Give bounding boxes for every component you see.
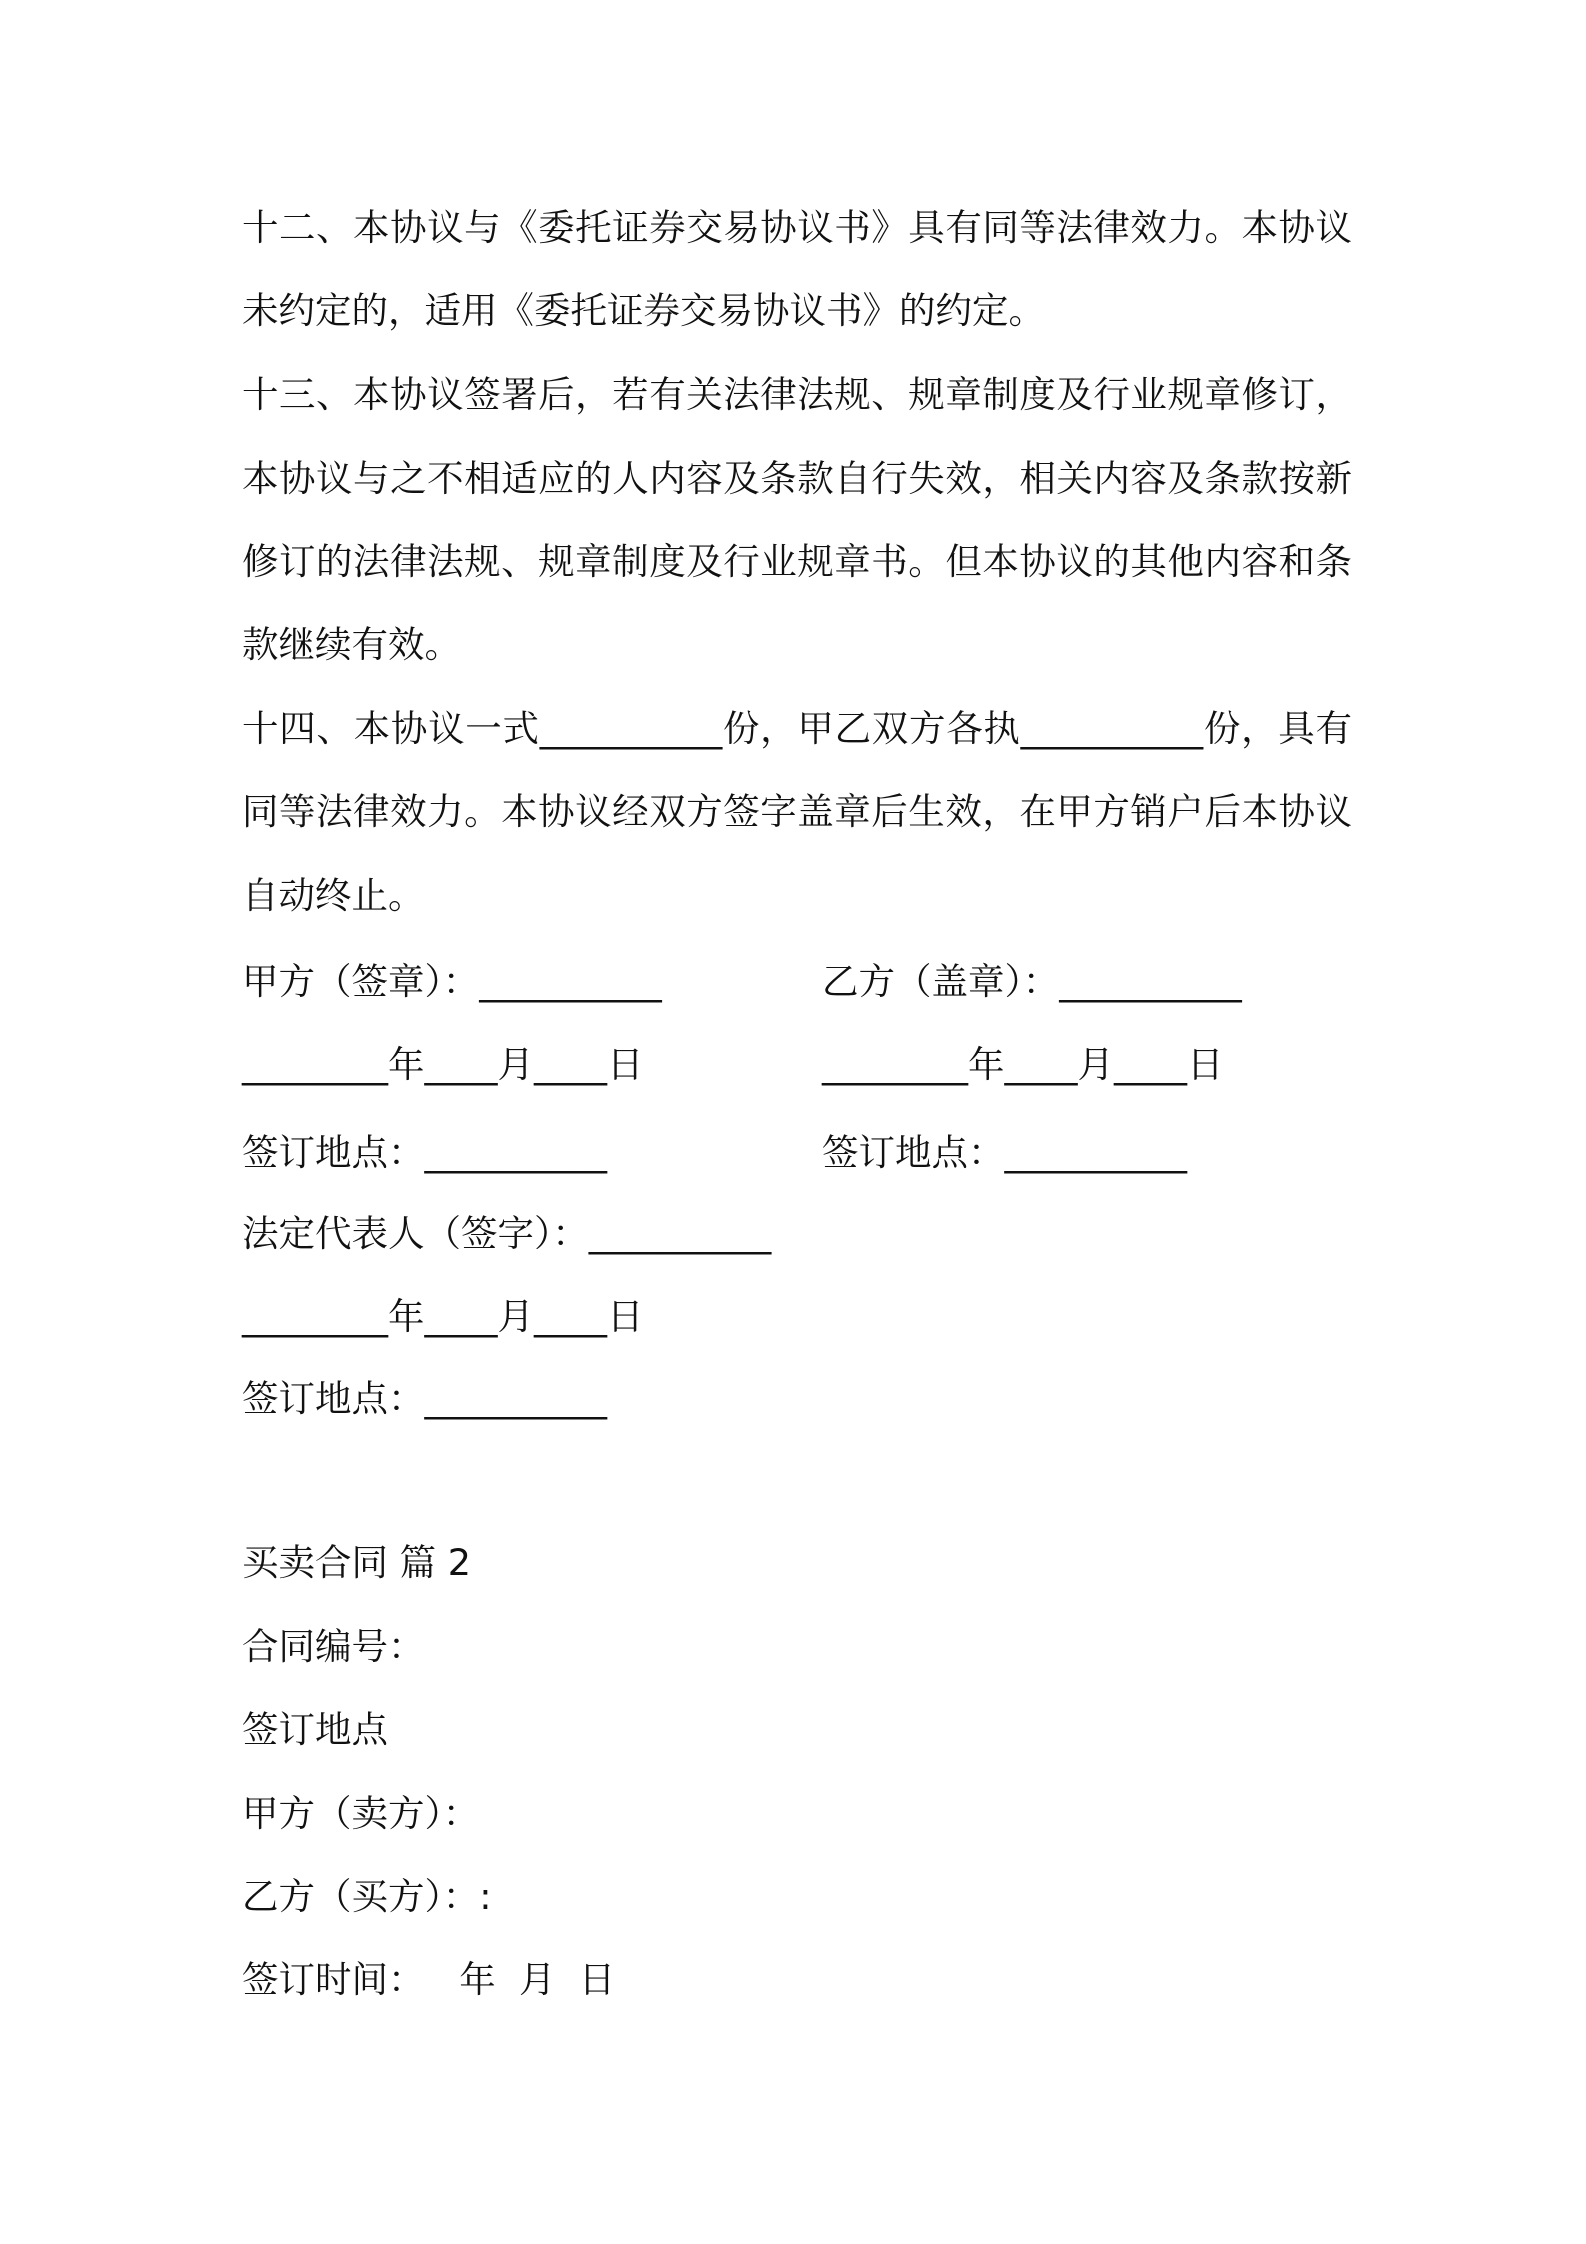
signing-place-label: 签订地点 xyxy=(242,1708,388,1751)
party-b-date-field: ________年____月____日 xyxy=(822,1043,1224,1086)
party-b-place-field: 签订地点：__________ xyxy=(822,1131,1187,1174)
party-b-seal-field: 乙方（盖章）：__________ xyxy=(822,960,1242,1003)
clause-14-line-2: 同等法律效力。本协议经双方签字盖章后生效，在甲方销户后本协议 xyxy=(242,790,1352,833)
legal-rep-place-field: 签订地点：__________ xyxy=(242,1377,607,1420)
clause-13-line-3: 修订的法律法规、规章制度及行业规章书。但本协议的其他内容和条 xyxy=(242,540,1352,583)
section-2-title: 买卖合同 篇 2 xyxy=(242,1541,471,1584)
clause-12-line-2: 未约定的，适用《委托证券交易协议书》的约定。 xyxy=(242,289,1045,332)
clause-14-line-3: 自动终止。 xyxy=(242,874,425,917)
contract-number-label: 合同编号： xyxy=(242,1625,425,1668)
party-a-place-field: 签订地点：__________ xyxy=(242,1131,607,1174)
seller-label: 甲方（卖方）： xyxy=(242,1792,480,1835)
party-a-seal-field: 甲方（签章）：__________ xyxy=(242,960,662,1003)
clause-14-line-1: 十四、本协议一式__________份，甲乙双方各执__________份，具有 xyxy=(242,707,1352,750)
signing-time-label: 签订时间： 年 月 日 xyxy=(242,1958,616,2001)
clause-12-line-1: 十二、本协议与《委托证券交易协议书》具有同等法律效力。本协议 xyxy=(242,206,1352,249)
clause-13-line-4: 款继续有效。 xyxy=(242,623,461,666)
party-a-date-field: ________年____月____日 xyxy=(242,1043,644,1086)
legal-rep-sign-field: 法定代表人（签字）：__________ xyxy=(242,1212,772,1255)
clause-13-line-2: 本协议与之不相适应的人内容及条款自行失效，相关内容及条款按新 xyxy=(242,457,1352,500)
clause-13-line-1: 十三、本协议签署后，若有关法律法规、规章制度及行业规章修订， xyxy=(242,373,1352,416)
legal-rep-date-field: ________年____月____日 xyxy=(242,1295,644,1338)
buyer-label: 乙方（买方）：: xyxy=(242,1875,492,1918)
